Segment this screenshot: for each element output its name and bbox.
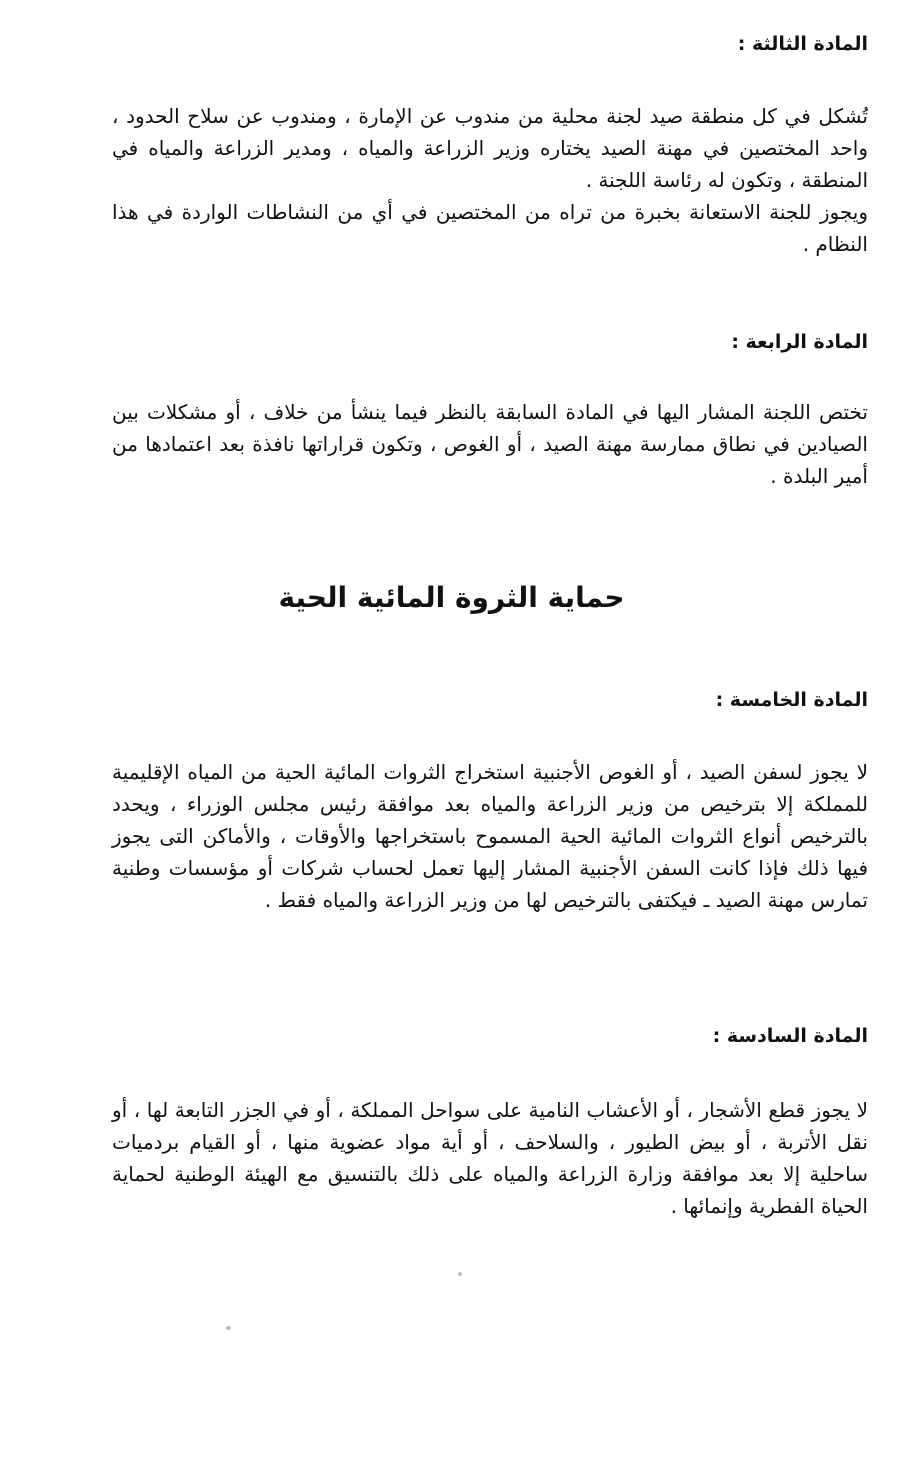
section-title: حماية الثروة المائية الحية (278, 581, 625, 614)
article-4 (112, 328, 868, 356)
article-5-paragraph-1: لا يجوز لسفن الصيد ، أو الغوص الأجنبية استخراج الثروات المائية الحية من المياه الإقليمية للمملكة إلا بترخيص من وزير الزراعة والمياه بعد موافقة رئيس مجلس الوزراء ، ويحدد بالترخيص أنواع الثروات المائية الحية المسموح باستخراجها والأوقات ، والأماكن التى يجوز فيها ذلك فإذا كانت السفن الأجنبية المشار إليها تعمل لحساب شركات أو مؤسسات وطنية تمارس مهنة الصيد ـ فيكتفى بالترخيص لها من وزير الزراعة والمياه فقط . (112, 760, 868, 912)
article-3-paragraph-1: تُشكل في كل منطقة صيد لجنة محلية من مندوب عن الإمارة ، ومندوب عن سلاح الحدود ، واحد المختصين في مهنة الصيد يختاره وزير الزراعة والمياه ، ومدير الزراعة والمياه في المنطقة ، وتكون له رئاسة اللجنة . (112, 104, 868, 192)
article-6-body (112, 1094, 868, 1222)
article-3-paragraph-2: ويجوز للجنة الاستعانة بخبرة من تراه من المختصين في أي من النشاطات الواردة في هذا النظام . (112, 200, 868, 256)
article-6-heading: المادة السادسة : (712, 1025, 868, 1047)
article-6 (112, 1022, 868, 1050)
article-4-paragraph-1: تختص اللجنة المشار اليها في المادة السابقة بالنظر فيما ينشأ من خلاف ، أو مشكلات بين الصيادين في نطاق ممارسة مهنة الصيد ، أو الغوص ، وتكون قراراتها نافذة بعد اعتمادها من أمير البلدة . (112, 400, 868, 488)
article-3 (112, 30, 868, 58)
article-3-heading: المادة الثالثة : (737, 33, 868, 55)
article-5 (112, 686, 868, 714)
scan-speck (226, 1326, 231, 1330)
article-4-heading: المادة الرابعة : (731, 331, 868, 353)
article-6-paragraph-1: لا يجوز قطع الأشجار ، أو الأعشاب النامية على سواحل المملكة ، أو في الجزر التابعة لها ، أو نقل الأتربة ، أو بيض الطيور ، والسلاحف ، أو أية مواد عضوية منها ، أو القيام بردميات ساحلية إلا بعد موافقة وزارة الزراعة والمياه على ذلك بالتنسيق مع الهيئة الوطنية لحماية الحياة الفطرية وإنمائها . (112, 1098, 868, 1218)
article-5-body (112, 756, 868, 916)
article-3-body (112, 100, 868, 260)
article-5-heading: المادة الخامسة : (715, 689, 868, 711)
article-4-body (112, 396, 868, 492)
scan-speck (458, 1272, 462, 1276)
